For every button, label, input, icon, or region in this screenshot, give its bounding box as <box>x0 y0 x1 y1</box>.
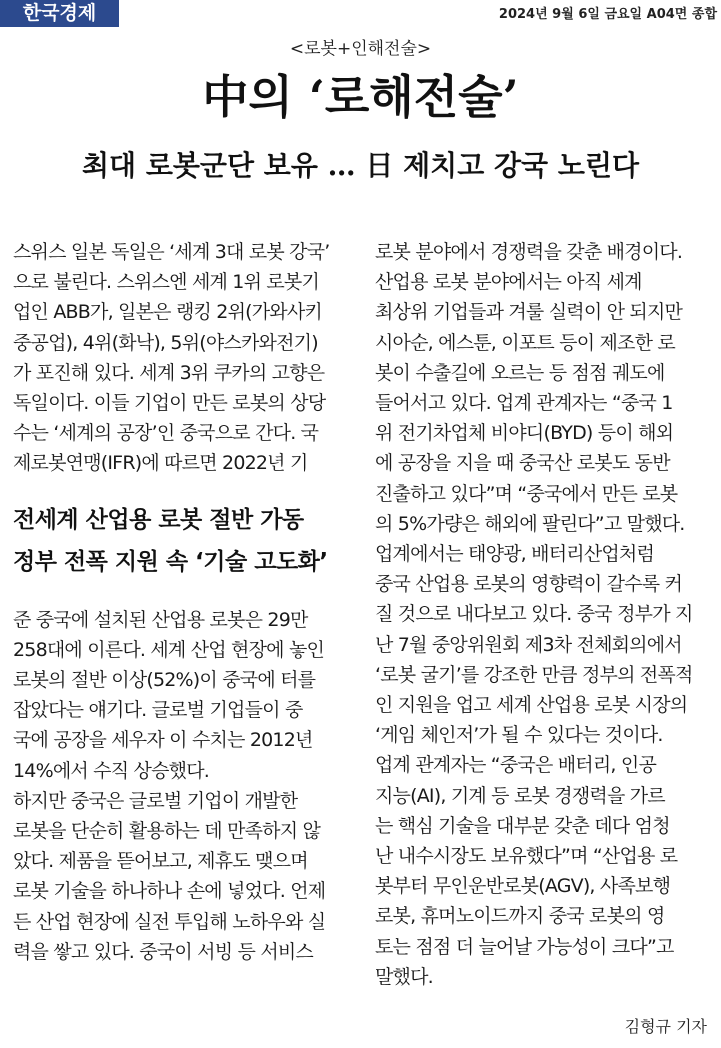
reporter-byline: 김형규 기자 <box>624 1017 707 1036</box>
body-line: 국에 공장을 세우자 이 수치는 2012년 <box>13 729 313 752</box>
body-line: 의 5%가량은 해외에 팔린다”고 말했다. <box>375 512 685 535</box>
body-line: 로봇 분야에서 경쟁력을 갖춘 배경이다. <box>375 241 683 263</box>
body-line: 258대에 이른다. 세계 산업 현장에 놓인 <box>13 638 325 661</box>
body-line: 봇부터 무인운반로봇(AGV), 사족보행 <box>375 875 671 898</box>
body-line: 중공업), 4위(화낙), 5위(야스카와전기) <box>13 331 318 354</box>
body-line: 에 공장을 지을 때 중국산 로봇도 동반 <box>375 452 670 475</box>
body-line: 토는 점점 더 늘어날 가능성이 크다”고 <box>375 935 674 958</box>
body-line: 수는 ‘세계의 공장’인 중국으로 간다. 국 <box>13 422 319 445</box>
body-line: 산업용 로봇 분야에서는 아직 세계 <box>375 271 642 294</box>
article-headline: 中의 ‘로해전술’ <box>202 70 519 124</box>
body-line: 지능(AI), 기계 등 로봇 경쟁력을 가르 <box>375 784 665 807</box>
article-column-right <box>375 237 711 992</box>
newspaper-masthead: 한국경제 <box>0 0 119 27</box>
mid-headline-line-2: 정부 전폭 지원 속 ‘기술 고도화’ <box>13 548 328 575</box>
body-line: 로봇 기술을 하나하나 손에 넣었다. 언제 <box>13 880 326 903</box>
body-line: 준 중국에 설치된 산업용 로봇은 29만 <box>13 608 308 631</box>
body-line: 력을 쌓고 있다. 중국이 서빙 등 서비스 <box>13 940 313 963</box>
body-line: 는 핵심 기술을 대부분 갖춘 데다 엄청 <box>375 814 670 837</box>
dateline: 2024년 9월 6일 금요일 A04면 종합 <box>498 7 717 22</box>
body-line: 최상위 기업들과 겨룰 실력이 안 되지만 <box>375 301 683 324</box>
body-line: 난 내수시장도 보유했다”며 “산업용 로 <box>375 845 678 868</box>
body-line: 업계에서는 태양광, 배터리산업처럼 <box>375 543 655 566</box>
body-line: ‘로봇 굴기’를 강조한 만큼 정부의 전폭적 <box>375 663 693 686</box>
body-line: 14%에서 수직 상승했다. <box>13 759 209 782</box>
body-line: 인 지원을 업고 세계 산업용 로봇 시장의 <box>375 694 688 717</box>
body-line: 로봇을 단순히 활용하는 데 만족하지 않 <box>13 820 321 843</box>
body-line: 로봇, 휴머노이드까지 중국 로봇의 영 <box>375 905 665 928</box>
body-line: 든 산업 현장에 실전 투입해 노하우와 실 <box>13 910 326 933</box>
body-line: 진출하고 있다”며 “중국에서 만든 로봇 <box>375 482 678 505</box>
body-line: 잡았다는 얘기다. 글로벌 기업들이 중 <box>13 699 303 722</box>
mid-headline <box>13 499 349 583</box>
body-line: 로봇의 절반 이상(52%)이 중국에 터를 <box>13 669 316 692</box>
mid-headline-line-1: 전세계 산업용 로봇 절반 가동 <box>13 506 304 533</box>
body-line: 말했다. <box>375 965 433 988</box>
body-line: 업인 ABB가, 일본은 랭킹 2위(가와사키 <box>13 301 322 324</box>
body-line: 하지만 중국은 글로벌 기업이 개발한 <box>13 789 298 812</box>
body-line: 가 포진해 있다. 세계 3위 쿠카의 고향은 <box>13 361 325 384</box>
body-line: 으로 불린다. 스위스엔 세계 1위 로봇기 <box>13 271 320 294</box>
article-column-left <box>13 237 349 967</box>
body-line: 업계 관계자는 “중국은 배터리, 인공 <box>375 754 656 777</box>
body-line: 독일이다. 이들 기업이 만든 로봇의 상당 <box>13 392 326 415</box>
body-line: 시아순, 에스툰, 이포트 등이 제조한 로 <box>375 331 675 354</box>
section-tag: <로봇+인해전술> <box>289 39 432 59</box>
body-line: 위 전기차업체 비야디(BYD) 등이 해외 <box>375 422 674 445</box>
body-line: ‘게임 체인저’가 될 수 있다는 것이다. <box>375 724 663 747</box>
body-line: 봇이 수출길에 오르는 등 점점 궤도에 <box>375 361 665 384</box>
body-line: 았다. 제품을 뜯어보고, 제휴도 맺으며 <box>13 850 308 873</box>
body-line: 제로봇연맹(IFR)에 따르면 2022년 기 <box>13 452 308 475</box>
body-line: 스위스 일본 독일은 ‘세계 3대 로봇 강국’ <box>13 241 330 263</box>
body-line: 들어서고 있다. 업계 관계자는 “중국 1 <box>375 392 673 415</box>
body-line: 중국 산업용 로봇의 영향력이 갈수록 커 <box>375 573 683 596</box>
body-line: 질 것으로 내다보고 있다. 중국 정부가 지 <box>375 603 693 626</box>
article-subheadline: 최대 로봇군단 보유 … 日 제치고 강국 노린다 <box>81 149 639 182</box>
body-line: 난 7월 중앙위원회 제3차 전체회의에서 <box>375 633 682 656</box>
